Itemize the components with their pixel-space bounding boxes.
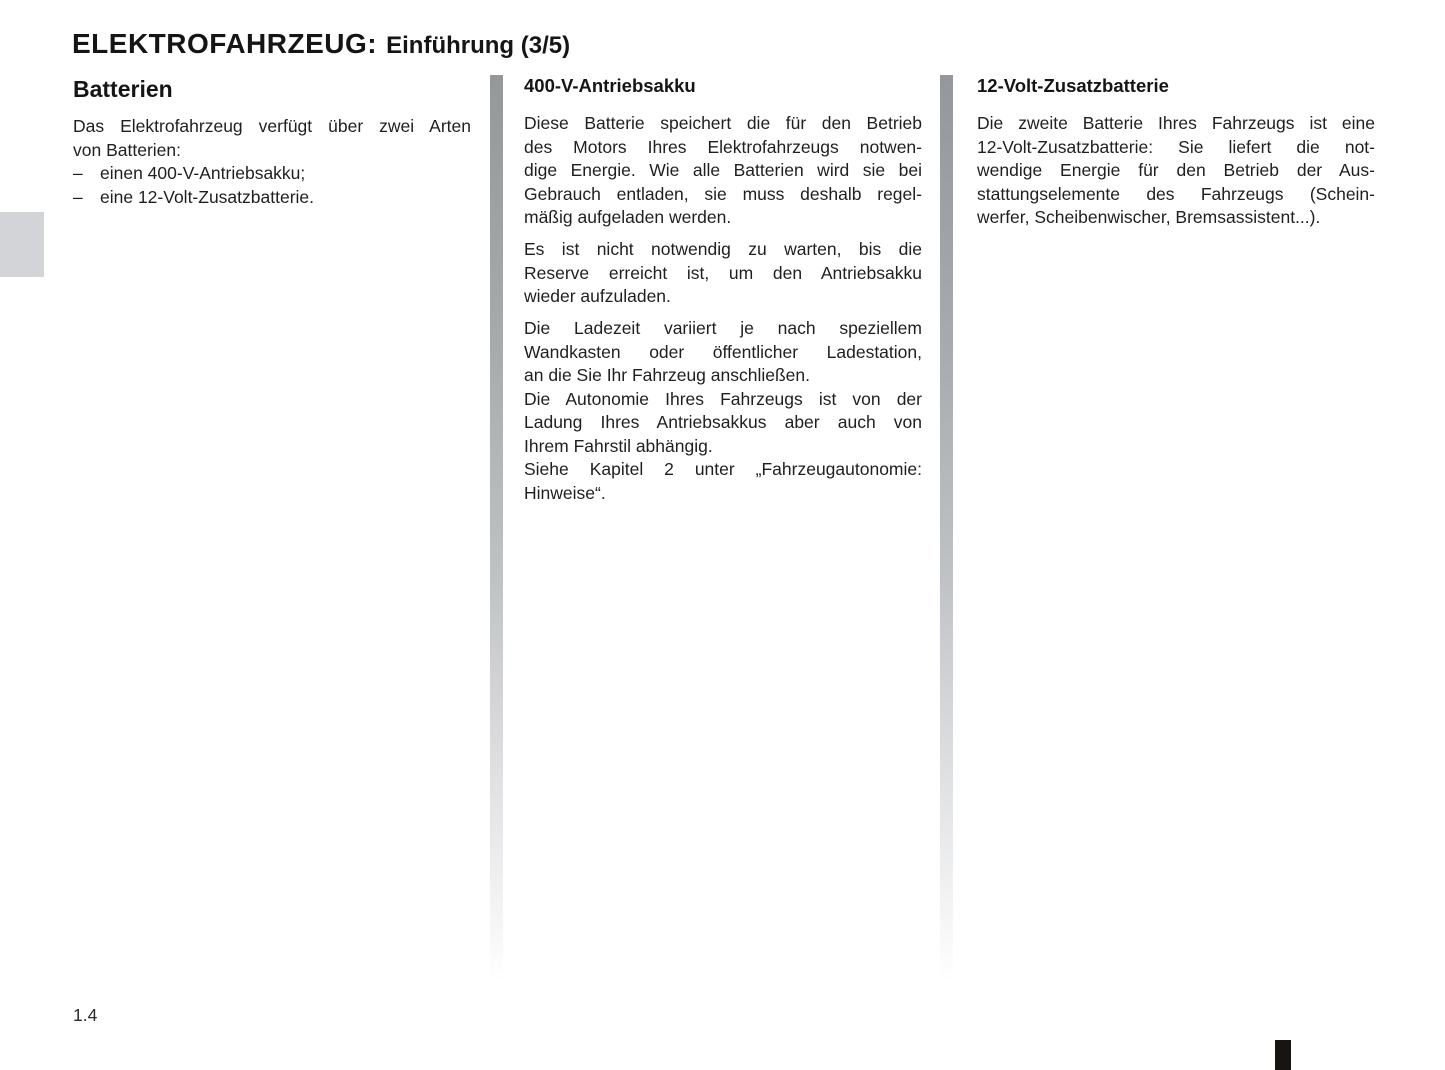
column-antriebsakku [524, 75, 922, 505]
paragraph: Die Autonomie Ihres Fahrzeugs ist von der Ladung Ihres Antriebsakkus aber auch von Ihrem Fahrstil abhängig. [524, 388, 922, 456]
chapter-tab-marker [0, 212, 44, 277]
list-item [73, 162, 471, 186]
section-heading-antriebsakku: 400-V-Antriebsakku [524, 75, 696, 96]
column-divider-right [940, 75, 953, 983]
list-item [73, 186, 471, 210]
bullet-text: einen 400-V-Antriebsakku; [100, 163, 306, 183]
batterien-intro-text: Das Elektrofahrzeug verfügt über zwei Arten von Batterien: [73, 116, 471, 160]
page-title-sub: Einführung (3/5) [386, 32, 571, 59]
paragraph: Die Ladezeit variiert je nach speziellem Wandkasten oder öffentlicher Ladestation, an die Sie Ihr Fahrzeug anschließen. [524, 318, 922, 385]
bullet-dash: – [73, 163, 83, 183]
paragraph: Diese Batterie speichert die für den Betrieb des Motors Ihres Elektrofahrzeugs notwen- dige Energie. Wie alle Batterien wird sie bei Gebrauch entladen, sie muss deshalb regel- mäßig aufgeladen werden. [524, 113, 922, 227]
column-batterien [73, 75, 471, 209]
column-divider-left [490, 75, 503, 983]
print-registration-mark [1275, 1040, 1291, 1070]
page-title-main: ELEKTROFAHRZEUG: [72, 28, 378, 59]
paragraph: Die zweite Batterie Ihres Fahrzeugs ist eine 12-Volt-Zusatzbatterie: Sie liefert die not- wendige Energie für den Betrieb der Aus- stattungselemente des Fahrzeugs (Schein- werfer, Scheibenwischer, Bremsassistent...). [977, 113, 1375, 227]
section-heading-batterien: Batterien [73, 76, 173, 102]
page-title [72, 24, 570, 61]
paragraph: Es ist nicht notwendig zu warten, bis die Reserve erreicht ist, um den Antriebsakku wieder aufzuladen. [524, 239, 922, 306]
section-heading-zusatzbatterie: 12-Volt-Zusatzbatterie [977, 75, 1169, 96]
bullet-dash: – [73, 186, 83, 207]
bullet-text: eine 12-Volt-Zusatzbatterie. [100, 186, 315, 207]
paragraph: Siehe Kapitel 2 unter „Fahrzeugautonomie: Hinweise“. [524, 459, 922, 503]
column-zusatzbatterie [977, 75, 1375, 230]
page-number: 1.4 [73, 1005, 98, 1025]
